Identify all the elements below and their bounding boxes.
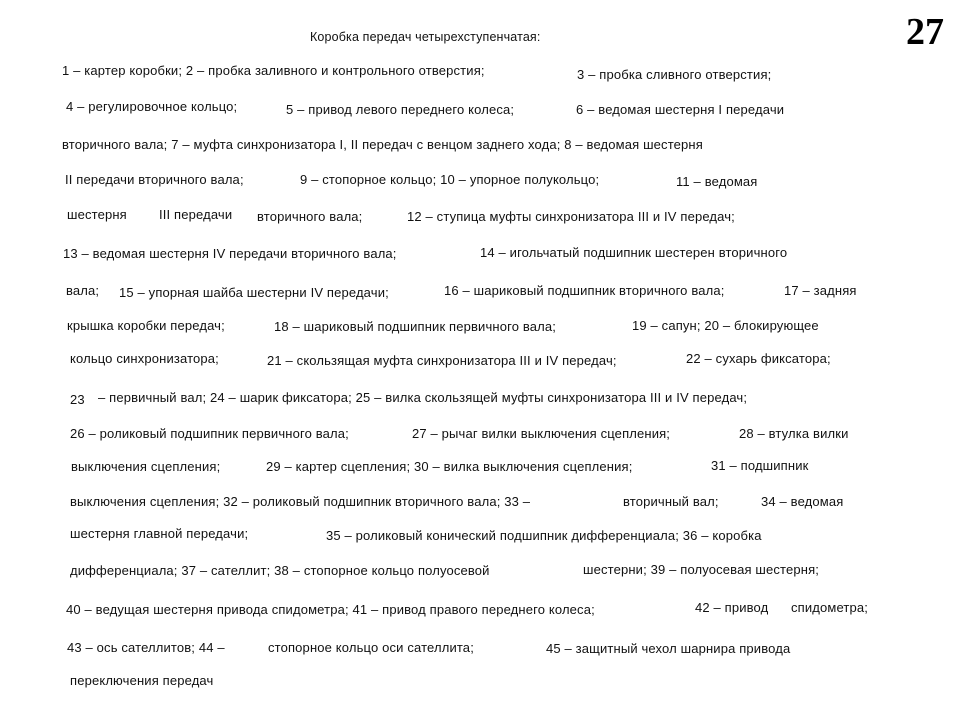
text-fragment: переключения передач bbox=[70, 673, 214, 688]
page-number: 27 bbox=[906, 11, 944, 53]
text-fragment: выключения сцепления; bbox=[71, 459, 221, 474]
text-fragment: 42 – привод bbox=[695, 600, 769, 615]
text-fragment: 19 – сапун; 20 – блокирующее bbox=[632, 318, 819, 333]
text-fragment: 40 – ведущая шестерня привода спидометра; 41 – привод правого переднего колеса; bbox=[66, 602, 595, 617]
text-fragment: 27 – рычаг вилки выключения сцепления; bbox=[412, 426, 671, 441]
text-fragment: 5 – привод левого переднего колеса; bbox=[286, 102, 515, 117]
text-fragment: шестерни; 39 – полуосевая шестерня; bbox=[583, 562, 820, 577]
text-fragment: шестерня главной передачи; bbox=[70, 526, 249, 541]
text-fragment: спидометра; bbox=[791, 600, 869, 615]
text-fragment: вторичный вал; bbox=[623, 494, 719, 509]
text-fragment: 11 – ведомая bbox=[676, 174, 758, 189]
text-fragment: 9 – стопорное кольцо; 10 – упорное полукольцо; bbox=[300, 172, 600, 187]
text-fragment: 26 – роликовый подшипник первичного вала; bbox=[70, 426, 349, 441]
text-fragment: вала; bbox=[66, 283, 100, 298]
text-fragment: стопорное кольцо оси сателлита; bbox=[268, 640, 474, 655]
text-fragment: 1 – картер коробки; 2 – пробка заливного и контрольного отверстия; bbox=[62, 63, 485, 78]
text-fragment: 17 – задняя bbox=[784, 283, 857, 298]
text-fragment: 22 – сухарь фиксатора; bbox=[686, 351, 831, 366]
text-fragment: вторичного вала; 7 – муфта синхронизатора I, II передач с венцом заднего хода; 8 – ведомая шестерня bbox=[62, 137, 703, 152]
text-fragment: 31 – подшипник bbox=[711, 458, 809, 473]
text-fragment: – первичный вал; 24 – шарик фиксатора; 25 – вилка скользящей муфты синхронизатора III и IV передач; bbox=[98, 390, 748, 405]
text-fragment: 43 – ось сателлитов; 44 – bbox=[67, 640, 225, 655]
text-fragment: 4 – регулировочное кольцо; bbox=[66, 99, 238, 114]
text-fragment: 18 – шариковый подшипник первичного вала; bbox=[274, 319, 557, 334]
text-fragment: III передачи bbox=[159, 207, 233, 222]
text-fragment: 45 – защитный чехол шарнира привода bbox=[546, 641, 791, 656]
text-fragment: 34 – ведомая bbox=[761, 494, 844, 509]
document-title: Коробка передач четырехступенчатая: bbox=[310, 30, 541, 44]
text-fragment: 28 – втулка вилки bbox=[739, 426, 849, 441]
text-fragment: II передачи вторичного вала; bbox=[65, 172, 244, 187]
text-fragment: шестерня bbox=[67, 207, 127, 222]
text-fragment: дифференциала; 37 – сателлит; 38 – стопорное кольцо полуосевой bbox=[70, 563, 490, 578]
text-fragment: 16 – шариковый подшипник вторичного вала; bbox=[444, 283, 725, 298]
text-fragment: выключения сцепления; 32 – роликовый подшипник вторичного вала; 33 – bbox=[70, 494, 531, 509]
text-fragment: 23 bbox=[70, 392, 85, 407]
text-fragment: вторичного вала; bbox=[257, 209, 363, 224]
text-fragment: 15 – упорная шайба шестерни IV передачи; bbox=[119, 285, 389, 300]
text-fragment: 6 – ведомая шестерня I передачи bbox=[576, 102, 785, 117]
text-fragment: 13 – ведомая шестерня IV передачи вторичного вала; bbox=[63, 246, 397, 261]
text-fragment: 35 – роликовый конический подшипник дифференциала; 36 – коробка bbox=[326, 528, 762, 543]
text-fragment: 14 – игольчатый подшипник шестерен вторичного bbox=[480, 245, 788, 260]
text-fragment: крышка коробки передач; bbox=[67, 318, 225, 333]
text-fragment: 12 – ступица муфты синхронизатора III и IV передач; bbox=[407, 209, 735, 224]
text-fragment: кольцо синхронизатора; bbox=[70, 351, 219, 366]
text-fragment: 21 – скользящая муфта синхронизатора III и IV передач; bbox=[267, 353, 617, 368]
text-fragment: 29 – картер сцепления; 30 – вилка выключения сцепления; bbox=[266, 459, 633, 474]
text-fragment: 3 – пробка сливного отверстия; bbox=[577, 67, 772, 82]
